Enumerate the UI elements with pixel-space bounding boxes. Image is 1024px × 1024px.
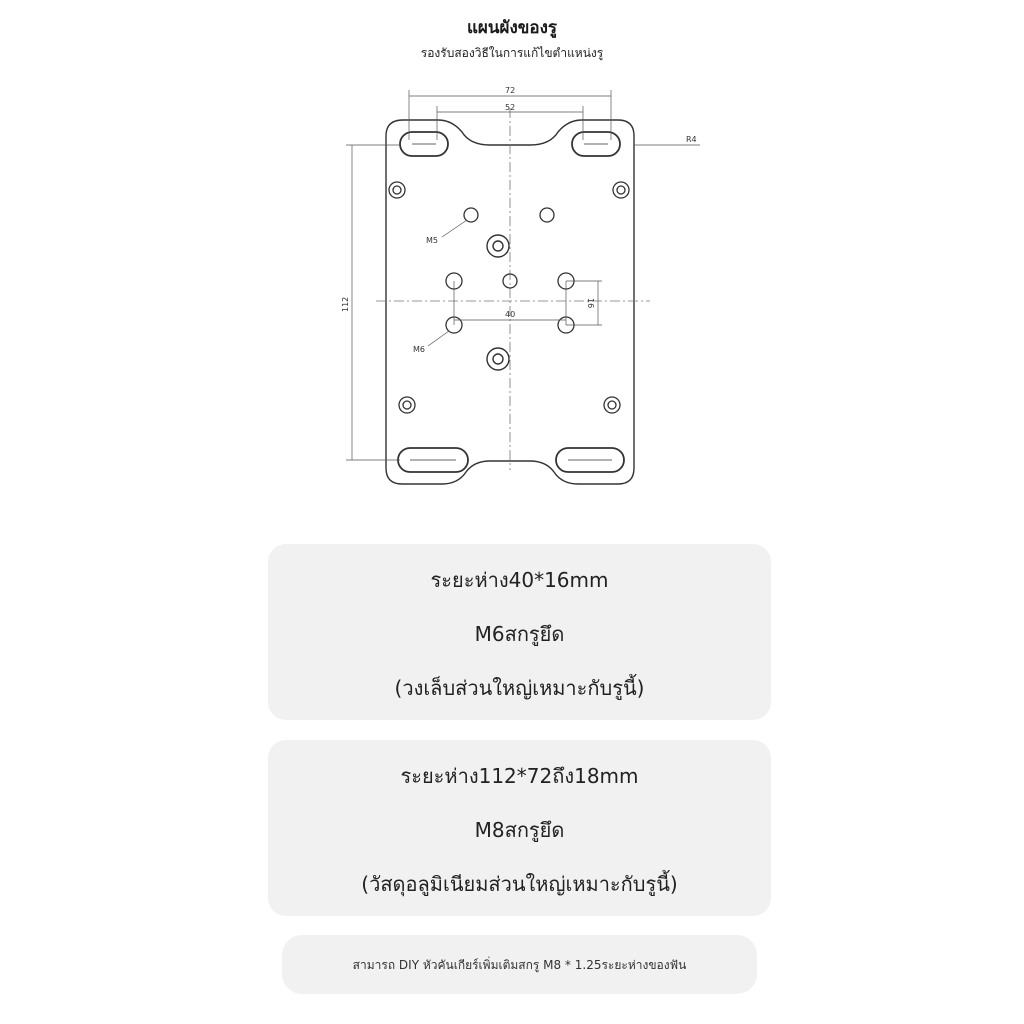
dim-16-label: 16 bbox=[586, 298, 595, 309]
spec-spacing: ระยะห่าง40*16mm bbox=[430, 568, 609, 592]
dim-r4-label: R4 bbox=[686, 135, 697, 144]
corner-hole-top-left bbox=[389, 182, 405, 198]
dim-40-label: 40 bbox=[505, 310, 516, 319]
footer-note-card bbox=[282, 935, 757, 994]
spec-card-m6 bbox=[268, 544, 771, 720]
m5-hole-right bbox=[540, 208, 554, 222]
spec-screw: M6สกรูยึด bbox=[474, 622, 565, 646]
dim-72-label: 72 bbox=[505, 86, 516, 95]
spec-screw: M8สกรูยึด bbox=[474, 818, 565, 842]
page-subtitle: รองรับสองวิธีในการแก้ไขตำแหน่งรู bbox=[420, 46, 604, 60]
corner-hole-bottom-left bbox=[399, 397, 415, 413]
corner-hole-bottom-right bbox=[604, 397, 620, 413]
m5-label: M5 bbox=[426, 236, 438, 245]
spec-card-m8 bbox=[268, 740, 771, 916]
spec-spacing: ระยะห่าง112*72ถึง18mm bbox=[400, 764, 639, 788]
center-hole-upper bbox=[487, 235, 509, 257]
page-title: แผนผังของรู bbox=[466, 18, 558, 38]
m5-hole-left bbox=[464, 208, 478, 222]
spec-note: (วงเล็บส่วนใหญ่เหมาะกับรูนี้) bbox=[394, 676, 645, 700]
dim-112-label: 112 bbox=[341, 296, 350, 312]
m6-label: M6 bbox=[413, 345, 425, 354]
center-hole-lower bbox=[487, 348, 509, 370]
footer-note: สามารถ DIY หัวคันเกียร์เพิ่มเติมสกรู M8 * 1.25ระยะห่างของฟัน bbox=[352, 958, 687, 972]
dim-52-label: 52 bbox=[505, 103, 516, 112]
corner-hole-top-right bbox=[613, 182, 629, 198]
spec-note: (วัสดุอลูมิเนียมส่วนใหญ่เหมาะกับรูนี้) bbox=[361, 872, 678, 896]
